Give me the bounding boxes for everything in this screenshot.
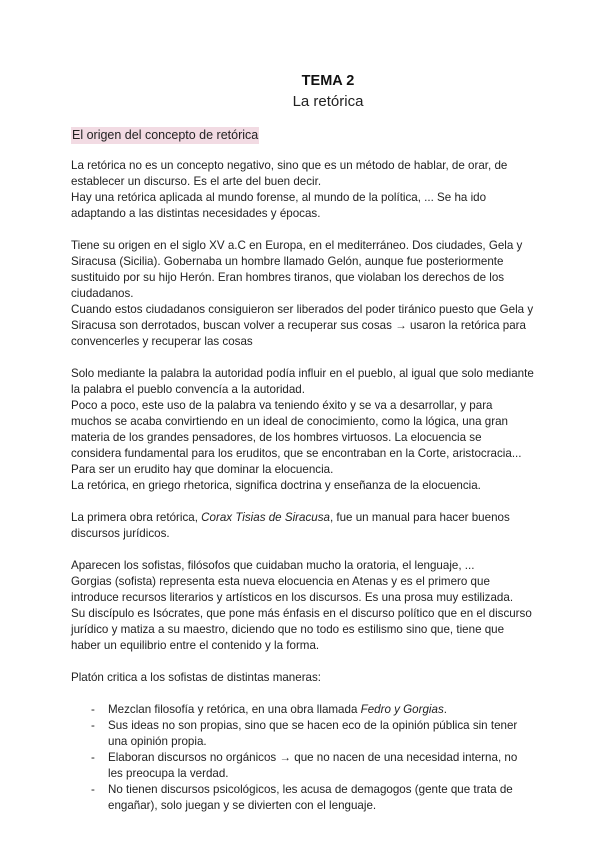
text: , fue un manual para hacer buenos discursos jurídicos.	[71, 511, 510, 540]
paragraph: La retórica no es un concepto negativo, sino que es un método de hablar, de orar, de establecer un discurso. Es el arte del buen decir.	[71, 159, 508, 188]
paragraph-first-work	[71, 510, 535, 542]
list-item	[71, 702, 535, 718]
text: Mezclan filosofía y retórica, en una obra llamada	[108, 703, 361, 716]
list-item	[71, 750, 535, 782]
text: .	[443, 703, 447, 716]
dash-bullet: -	[91, 783, 95, 796]
document-subtitle: La retórica	[292, 93, 364, 110]
document-title: TEMA 2	[301, 73, 355, 89]
text: Elaboran discursos no orgánicos → que no nacen de una necesidad interna, no les preocupa la verdad.	[108, 751, 518, 780]
paragraph-sophists	[71, 558, 535, 654]
text: Sus ideas no son propias, sino que se hacen eco de la opinión pública sin tener una opinión propia.	[108, 719, 518, 748]
paragraph-definition	[71, 158, 535, 222]
paragraph: Gorgias (sofista) representa esta nueva elocuencia en Atenas y es el primero que introduce recursos literarios y artísticos en los discursos. Es una prosa muy estilizada.	[71, 575, 514, 604]
text: La primera obra retórica,	[71, 511, 202, 524]
work-title: Corax Tisias de Siracusa	[201, 511, 330, 524]
paragraph: Cuando estos ciudadanos consiguieron ser liberados del poder tiránico puesto que Gela y Siracusa son derrotados, buscan volver a recuperar sus cosas → usaron la retórica para convencerles y recuperar las cosas	[71, 303, 534, 348]
paragraph: Tiene su origen en el siglo XV a.C en Europa, en el mediterráneo. Dos ciudades, Gela y Siracusa (Sicilia). Gobernaba un hombre llamado Gelón, aunque fue posteriormente sustituido por su hijo Herón. Eran hombres tiranos, que violaban los derechos de los ciudadanos.	[71, 239, 523, 300]
dash-bullet: -	[91, 719, 95, 732]
document-body	[71, 158, 535, 814]
list-item	[71, 718, 535, 750]
text: No tienen discursos psicológicos, les acusa de demagogos (gente que trata de engañar), solo juegan y se divierten con el lenguaje.	[108, 783, 513, 812]
paragraph-plato	[71, 670, 535, 686]
plato-criticism-list	[71, 702, 535, 814]
paragraph: Poco a poco, este uso de la palabra va teniendo éxito y se va a desarrollar, y para muchos se acaba convirtiendo en un ideal de conocimiento, como la lógica, una gran materia de los grandes pensadores, de los hombres virtuosos. La elocuencia se considera fundamental para los eruditos, que se encontraban en la Corte, aristocracia... Para ser un erudito hay que dominar la elocuencia.	[71, 399, 522, 476]
paragraph-origin	[71, 238, 535, 350]
paragraph: La retórica, en griego rhetorica, significa doctrina y enseñanza de la elocuencia.	[71, 479, 481, 492]
dash-bullet: -	[91, 751, 95, 764]
section-heading: El origen del concepto de retórica	[72, 128, 259, 142]
paragraph: Hay una retórica aplicada al mundo forense, al mundo de la política, ... Se ha ido adaptando a las distintas necesidades y épocas.	[71, 191, 487, 220]
list-item	[71, 782, 535, 814]
dash-bullet: -	[91, 703, 95, 716]
paragraph: Su discípulo es Isócrates, que pone más énfasis en el discurso político que en el discurso jurídico y matiza a su maestro, diciendo que no todo es estilismo sino que, tiene que haber un equilibrio entre el contenido y la forma.	[71, 607, 532, 652]
paragraph-word-power	[71, 366, 535, 494]
work-title: Fedro y Gorgias	[360, 703, 444, 716]
paragraph: Solo mediante la palabra la autoridad podía influir en el pueblo, al igual que solo mediante la palabra el pueblo convencía a la autoridad.	[71, 367, 534, 396]
paragraph	[71, 510, 535, 542]
paragraph: Aparecen los sofistas, filósofos que cuidaban mucho la oratoria, el lenguaje, ...	[71, 559, 475, 572]
paragraph: Platón critica a los sofistas de distintas maneras:	[71, 671, 322, 684]
